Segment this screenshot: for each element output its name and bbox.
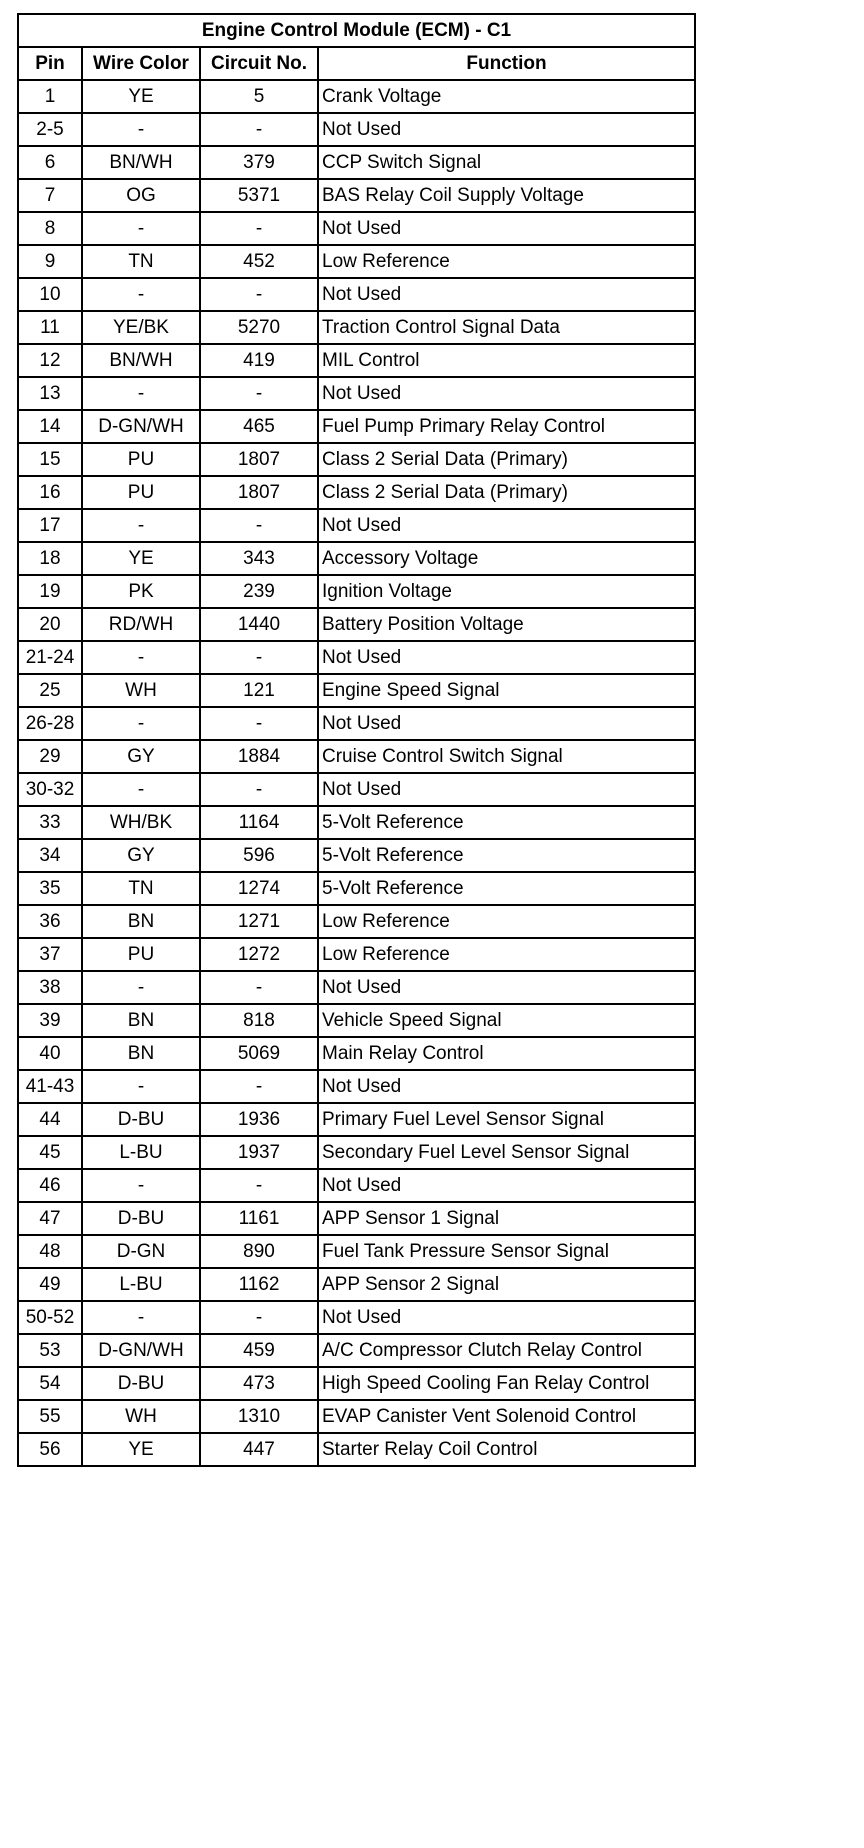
wire-color-cell: - [82, 377, 200, 410]
wire-color-cell: D-GN/WH [82, 410, 200, 443]
pin-cell: 13 [18, 377, 82, 410]
circuit-no-cell: 1271 [200, 905, 318, 938]
header-row [18, 47, 695, 80]
table-row [18, 476, 695, 509]
table-row [18, 1136, 695, 1169]
table-row [18, 80, 695, 113]
function-cell: Not Used [318, 113, 695, 146]
wire-color-cell: - [82, 113, 200, 146]
pin-cell: 46 [18, 1169, 82, 1202]
wire-color-cell: TN [82, 872, 200, 905]
wire-color-cell: BN [82, 905, 200, 938]
function-cell: Not Used [318, 773, 695, 806]
function-cell: Class 2 Serial Data (Primary) [318, 443, 695, 476]
function-cell: Not Used [318, 377, 695, 410]
wire-color-cell: - [82, 1070, 200, 1103]
table-row [18, 1400, 695, 1433]
circuit-no-cell: - [200, 1070, 318, 1103]
table-row [18, 1037, 695, 1070]
table-row [18, 773, 695, 806]
table-row [18, 1367, 695, 1400]
circuit-no-cell: - [200, 1169, 318, 1202]
function-cell: Low Reference [318, 905, 695, 938]
circuit-no-cell: 1162 [200, 1268, 318, 1301]
wire-color-cell: D-BU [82, 1367, 200, 1400]
circuit-no-cell: 452 [200, 245, 318, 278]
pin-cell: 10 [18, 278, 82, 311]
table-row [18, 1334, 695, 1367]
pin-cell: 53 [18, 1334, 82, 1367]
table-row [18, 542, 695, 575]
pin-cell: 29 [18, 740, 82, 773]
wire-color-cell: L-BU [82, 1136, 200, 1169]
circuit-no-cell: 5069 [200, 1037, 318, 1070]
circuit-no-cell: 1164 [200, 806, 318, 839]
wire-color-cell: - [82, 509, 200, 542]
wire-color-cell: YE [82, 1433, 200, 1466]
wire-color-cell: - [82, 641, 200, 674]
pin-cell: 30-32 [18, 773, 82, 806]
table-row [18, 674, 695, 707]
wire-color-cell: - [82, 1169, 200, 1202]
pin-cell: 8 [18, 212, 82, 245]
wire-color-cell: WH/BK [82, 806, 200, 839]
pin-cell: 35 [18, 872, 82, 905]
wire-color-cell: - [82, 971, 200, 1004]
circuit-no-cell: 465 [200, 410, 318, 443]
pin-cell: 41-43 [18, 1070, 82, 1103]
circuit-no-cell: 447 [200, 1433, 318, 1466]
table-row [18, 707, 695, 740]
function-cell: 5-Volt Reference [318, 839, 695, 872]
table-row [18, 146, 695, 179]
pin-cell: 19 [18, 575, 82, 608]
circuit-no-cell: 1807 [200, 476, 318, 509]
pin-cell: 1 [18, 80, 82, 113]
circuit-no-cell: - [200, 278, 318, 311]
table-row [18, 179, 695, 212]
table-row [18, 740, 695, 773]
table-row [18, 872, 695, 905]
function-cell: 5-Volt Reference [318, 872, 695, 905]
wire-color-cell: BN [82, 1037, 200, 1070]
table-row [18, 608, 695, 641]
circuit-no-cell: - [200, 509, 318, 542]
pin-cell: 38 [18, 971, 82, 1004]
pin-cell: 36 [18, 905, 82, 938]
wire-color-cell: D-GN/WH [82, 1334, 200, 1367]
table-row [18, 905, 695, 938]
pin-cell: 12 [18, 344, 82, 377]
circuit-no-cell: 890 [200, 1235, 318, 1268]
table-row [18, 1268, 695, 1301]
title-row [18, 14, 695, 47]
wire-color-cell: TN [82, 245, 200, 278]
table-row [18, 377, 695, 410]
circuit-no-cell: - [200, 971, 318, 1004]
table-row [18, 212, 695, 245]
table-row [18, 1301, 695, 1334]
table-row [18, 839, 695, 872]
table-row [18, 1169, 695, 1202]
table-body [18, 80, 695, 1466]
circuit-no-cell: - [200, 212, 318, 245]
function-cell: Not Used [318, 707, 695, 740]
pin-cell: 47 [18, 1202, 82, 1235]
pin-cell: 20 [18, 608, 82, 641]
pin-cell: 15 [18, 443, 82, 476]
pin-cell: 54 [18, 1367, 82, 1400]
table-row [18, 311, 695, 344]
pin-cell: 48 [18, 1235, 82, 1268]
pin-cell: 34 [18, 839, 82, 872]
function-cell: Not Used [318, 278, 695, 311]
pin-cell: 50-52 [18, 1301, 82, 1334]
pin-cell: 55 [18, 1400, 82, 1433]
wire-color-cell: WH [82, 674, 200, 707]
wire-color-header: Wire Color [82, 47, 200, 80]
table-row [18, 1103, 695, 1136]
pin-cell: 45 [18, 1136, 82, 1169]
wire-color-cell: D-GN [82, 1235, 200, 1268]
function-cell: EVAP Canister Vent Solenoid Control [318, 1400, 695, 1433]
function-cell: BAS Relay Coil Supply Voltage [318, 179, 695, 212]
function-cell: Vehicle Speed Signal [318, 1004, 695, 1037]
circuit-no-cell: 1310 [200, 1400, 318, 1433]
table-row [18, 1433, 695, 1466]
wire-color-cell: YE/BK [82, 311, 200, 344]
function-cell: CCP Switch Signal [318, 146, 695, 179]
wire-color-cell: - [82, 773, 200, 806]
table-row [18, 113, 695, 146]
circuit-no-cell: 1807 [200, 443, 318, 476]
circuit-no-cell: 343 [200, 542, 318, 575]
circuit-no-cell: 459 [200, 1334, 318, 1367]
wire-color-cell: PU [82, 476, 200, 509]
table-row [18, 344, 695, 377]
function-cell: Traction Control Signal Data [318, 311, 695, 344]
function-cell: Starter Relay Coil Control [318, 1433, 695, 1466]
pin-cell: 56 [18, 1433, 82, 1466]
wire-color-cell: GY [82, 740, 200, 773]
function-cell: MIL Control [318, 344, 695, 377]
pin-cell: 39 [18, 1004, 82, 1037]
function-cell: Cruise Control Switch Signal [318, 740, 695, 773]
table-row [18, 1004, 695, 1037]
circuit-no-cell: 419 [200, 344, 318, 377]
pin-cell: 37 [18, 938, 82, 971]
circuit-no-cell: 5 [200, 80, 318, 113]
table-row [18, 575, 695, 608]
circuit-no-cell: 1274 [200, 872, 318, 905]
pin-cell: 25 [18, 674, 82, 707]
wire-color-cell: BN [82, 1004, 200, 1037]
function-cell: 5-Volt Reference [318, 806, 695, 839]
circuit-no-cell: 1440 [200, 608, 318, 641]
wire-color-cell: - [82, 707, 200, 740]
table-row [18, 971, 695, 1004]
function-cell: Low Reference [318, 245, 695, 278]
function-cell: Battery Position Voltage [318, 608, 695, 641]
function-cell: Not Used [318, 509, 695, 542]
wire-color-cell: D-BU [82, 1202, 200, 1235]
pin-cell: 16 [18, 476, 82, 509]
circuit-no-cell: 121 [200, 674, 318, 707]
wire-color-cell: - [82, 278, 200, 311]
wire-color-cell: YE [82, 80, 200, 113]
pin-cell: 6 [18, 146, 82, 179]
function-cell: Not Used [318, 1301, 695, 1334]
table-row [18, 1202, 695, 1235]
function-cell: Fuel Pump Primary Relay Control [318, 410, 695, 443]
table-title: Engine Control Module (ECM) - C1 [18, 14, 695, 47]
pin-cell: 17 [18, 509, 82, 542]
function-cell: Main Relay Control [318, 1037, 695, 1070]
pin-cell: 7 [18, 179, 82, 212]
wire-color-cell: YE [82, 542, 200, 575]
circuit-no-cell: 379 [200, 146, 318, 179]
circuit-no-cell: - [200, 641, 318, 674]
function-cell: Not Used [318, 641, 695, 674]
table-row [18, 509, 695, 542]
circuit-no-cell: - [200, 773, 318, 806]
table-row [18, 245, 695, 278]
table-row [18, 938, 695, 971]
wire-color-cell: - [82, 1301, 200, 1334]
circuit-no-cell: 1272 [200, 938, 318, 971]
wire-color-cell: PU [82, 443, 200, 476]
function-cell: Secondary Fuel Level Sensor Signal [318, 1136, 695, 1169]
function-cell: APP Sensor 1 Signal [318, 1202, 695, 1235]
function-cell: Engine Speed Signal [318, 674, 695, 707]
circuit-no-cell: 239 [200, 575, 318, 608]
table-row [18, 806, 695, 839]
circuit-no-cell: 473 [200, 1367, 318, 1400]
function-cell: Not Used [318, 1070, 695, 1103]
pin-cell: 11 [18, 311, 82, 344]
function-cell: Accessory Voltage [318, 542, 695, 575]
wire-color-cell: GY [82, 839, 200, 872]
circuit-no-header: Circuit No. [200, 47, 318, 80]
table-row [18, 1235, 695, 1268]
pin-cell: 40 [18, 1037, 82, 1070]
pin-cell: 9 [18, 245, 82, 278]
circuit-no-cell: 1161 [200, 1202, 318, 1235]
function-cell: Ignition Voltage [318, 575, 695, 608]
circuit-no-cell: 818 [200, 1004, 318, 1037]
pin-cell: 14 [18, 410, 82, 443]
function-cell: Fuel Tank Pressure Sensor Signal [318, 1235, 695, 1268]
function-cell: Crank Voltage [318, 80, 695, 113]
circuit-no-cell: 5371 [200, 179, 318, 212]
wire-color-cell: BN/WH [82, 344, 200, 377]
function-cell: Low Reference [318, 938, 695, 971]
table-row [18, 278, 695, 311]
ecm-connector-table [17, 13, 696, 1467]
pin-cell: 44 [18, 1103, 82, 1136]
function-cell: APP Sensor 2 Signal [318, 1268, 695, 1301]
function-cell: Not Used [318, 212, 695, 245]
circuit-no-cell: - [200, 1301, 318, 1334]
function-header: Function [318, 47, 695, 80]
function-cell: Not Used [318, 1169, 695, 1202]
pin-cell: 21-24 [18, 641, 82, 674]
table-row [18, 410, 695, 443]
pin-cell: 33 [18, 806, 82, 839]
pin-header: Pin [18, 47, 82, 80]
wire-color-cell: OG [82, 179, 200, 212]
circuit-no-cell: 5270 [200, 311, 318, 344]
function-cell: Not Used [318, 971, 695, 1004]
wire-color-cell: RD/WH [82, 608, 200, 641]
function-cell: Primary Fuel Level Sensor Signal [318, 1103, 695, 1136]
wire-color-cell: BN/WH [82, 146, 200, 179]
circuit-no-cell: - [200, 113, 318, 146]
table-row [18, 443, 695, 476]
wire-color-cell: - [82, 212, 200, 245]
circuit-no-cell: 1884 [200, 740, 318, 773]
table-row [18, 1070, 695, 1103]
pin-cell: 49 [18, 1268, 82, 1301]
pin-cell: 18 [18, 542, 82, 575]
circuit-no-cell: - [200, 707, 318, 740]
table-row [18, 641, 695, 674]
circuit-no-cell: 596 [200, 839, 318, 872]
wire-color-cell: D-BU [82, 1103, 200, 1136]
wire-color-cell: L-BU [82, 1268, 200, 1301]
pin-cell: 2-5 [18, 113, 82, 146]
wire-color-cell: PU [82, 938, 200, 971]
function-cell: High Speed Cooling Fan Relay Control [318, 1367, 695, 1400]
circuit-no-cell: 1937 [200, 1136, 318, 1169]
pin-cell: 26-28 [18, 707, 82, 740]
circuit-no-cell: 1936 [200, 1103, 318, 1136]
circuit-no-cell: - [200, 377, 318, 410]
function-cell: A/C Compressor Clutch Relay Control [318, 1334, 695, 1367]
wire-color-cell: WH [82, 1400, 200, 1433]
function-cell: Class 2 Serial Data (Primary) [318, 476, 695, 509]
wire-color-cell: PK [82, 575, 200, 608]
